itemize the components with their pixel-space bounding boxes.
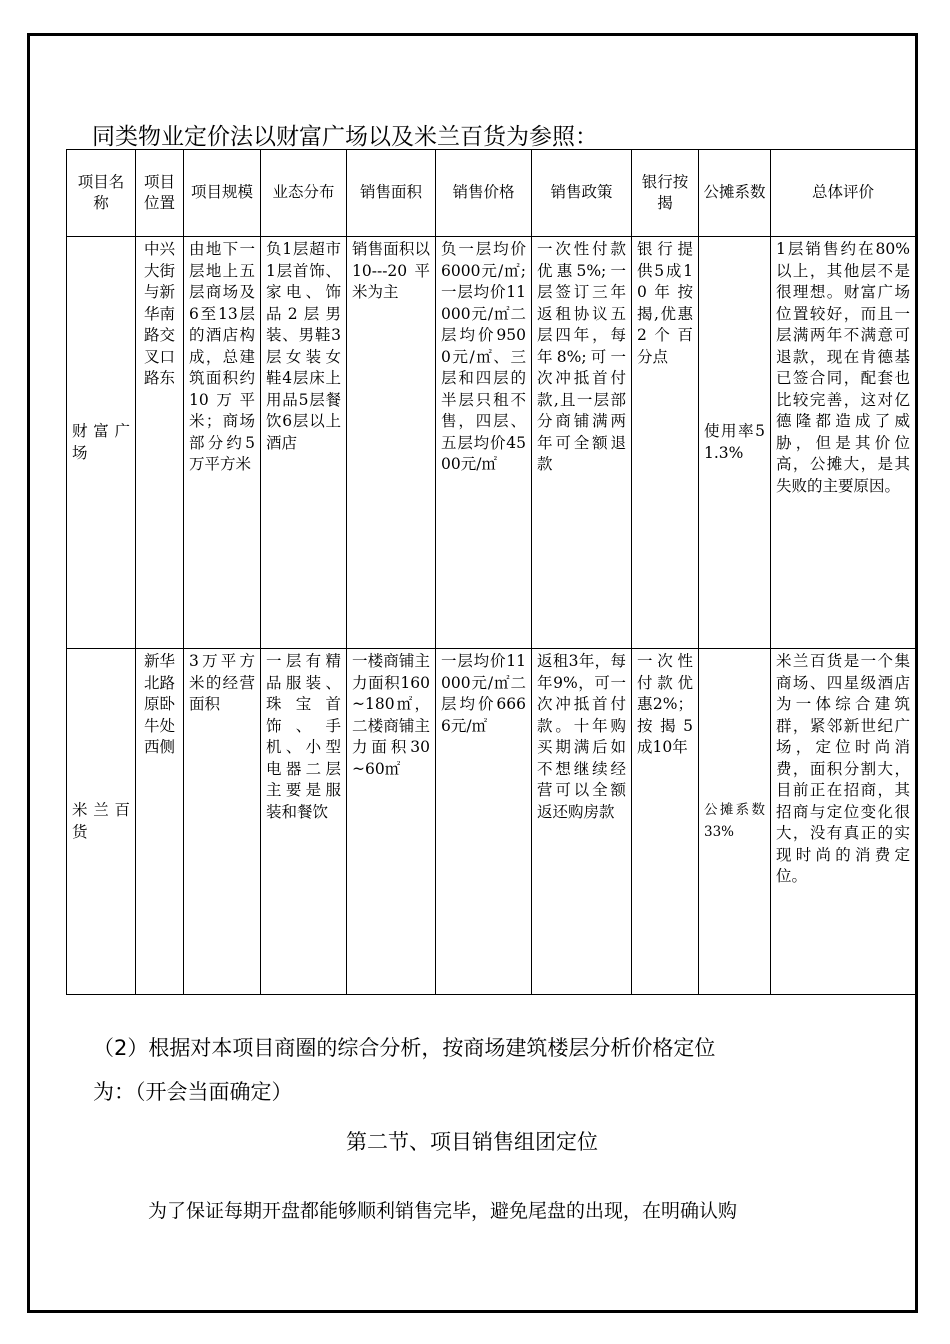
cell-scale: 由地下一层地上五层商场及6至13层的酒店构成，总建筑面积约10万平米；商场部分约5万平方米 [184, 237, 261, 649]
header-name: 项目名称 [67, 150, 136, 237]
header-mortgage: 银行按揭 [632, 150, 699, 237]
cell-policy: 一次性付款优惠5%;一层签订三年返租协议五层四年，每年8%;可一次冲抵首付款,且一层部分商铺满两年可全额退款 [532, 237, 632, 649]
table-row [67, 237, 916, 649]
cell-price: 一层均价11000元/㎡二层均价6666元/㎡ [436, 649, 532, 995]
cell-share: 公摊系数33% [699, 649, 771, 995]
cell-price: 负一层均价6000元/㎡;一层均价11000元/㎡二层均价9500元/㎡、三层和四层的半层只租不售，四层、五层均价4500元/㎡ [436, 237, 532, 649]
cell-policy: 返租3年，每年9%，可一次冲抵首付款。十年购买期满后如不想继续经营可以全额返还购房款 [532, 649, 632, 995]
header-policy: 销售政策 [532, 150, 632, 237]
cell-name: 财富广场 [67, 237, 136, 649]
cell-evaluation: 米兰百货是一个集商场、四星级酒店为一体综合建筑群，紧邻新世纪广场，定位时尚消费，面积分割大，目前正在招商，其招商与定位变化很大，没有真正的实现时尚的消费定位。 [771, 649, 916, 995]
cell-name: 米兰百货 [67, 649, 136, 995]
table-header-row [67, 150, 916, 237]
table-heading: 同类物业定价法以财富广场以及米兰百货为参照： [92, 124, 598, 150]
cell-format: 一层有精品服装、珠宝首饰、手机、小型电器二层主要是服装和餐饮 [261, 649, 347, 995]
comparison-table [66, 149, 916, 995]
cell-scale: 3万平方米的经营面积 [184, 649, 261, 995]
cell-share: 使用率51.3% [699, 237, 771, 649]
body-paragraph: 为了保证每期开盘都能够顺利销售完毕，避免尾盘的出现，在明确认购 [148, 1200, 738, 1222]
header-location: 项目位置 [136, 150, 184, 237]
cell-area: 一楼商铺主力面积160~180㎡，二楼商铺主力面积30~60㎡ [347, 649, 436, 995]
cell-location: 中兴大街与新华南路交叉口路东 [136, 237, 184, 649]
cell-mortgage: 银行提供5成10年按揭,优惠2个百分点 [632, 237, 699, 649]
cell-location: 新华北路原卧牛处西侧 [136, 649, 184, 995]
cell-evaluation: 1层销售约在80%以上，其他层不是很理想。财富广场位置较好，而且一层满两年不满意可退款，现在肯德基已签合同，配套也比较完善，这对亿德隆都造成了威胁，但是其价位高，公摊大，是其失败的主要原因。 [771, 237, 916, 649]
header-evaluation: 总体评价 [771, 150, 916, 237]
header-scale: 项目规模 [184, 150, 261, 237]
paragraph-line-2: 为：（开会当面确定） [93, 1080, 293, 1104]
cell-mortgage: 一次性付款优惠2%；按揭5成10年 [632, 649, 699, 995]
section-title: 第二节、项目销售组团定位 [346, 1130, 598, 1154]
header-share: 公摊系数 [699, 150, 771, 237]
cell-format: 负1层超市1层首饰、家电、饰品2层男装、男鞋3层女装女鞋4层床上用品5层餐饮6层以上酒店 [261, 237, 347, 649]
header-format: 业态分布 [261, 150, 347, 237]
header-price: 销售价格 [436, 150, 532, 237]
header-area: 销售面积 [347, 150, 436, 237]
table-row [67, 649, 916, 995]
paragraph-line-1: （2）根据对本项目商圈的综合分析，按商场建筑楼层分析价格定位 [93, 1036, 716, 1060]
cell-area: 销售面积以10---20平米为主 [347, 237, 436, 649]
